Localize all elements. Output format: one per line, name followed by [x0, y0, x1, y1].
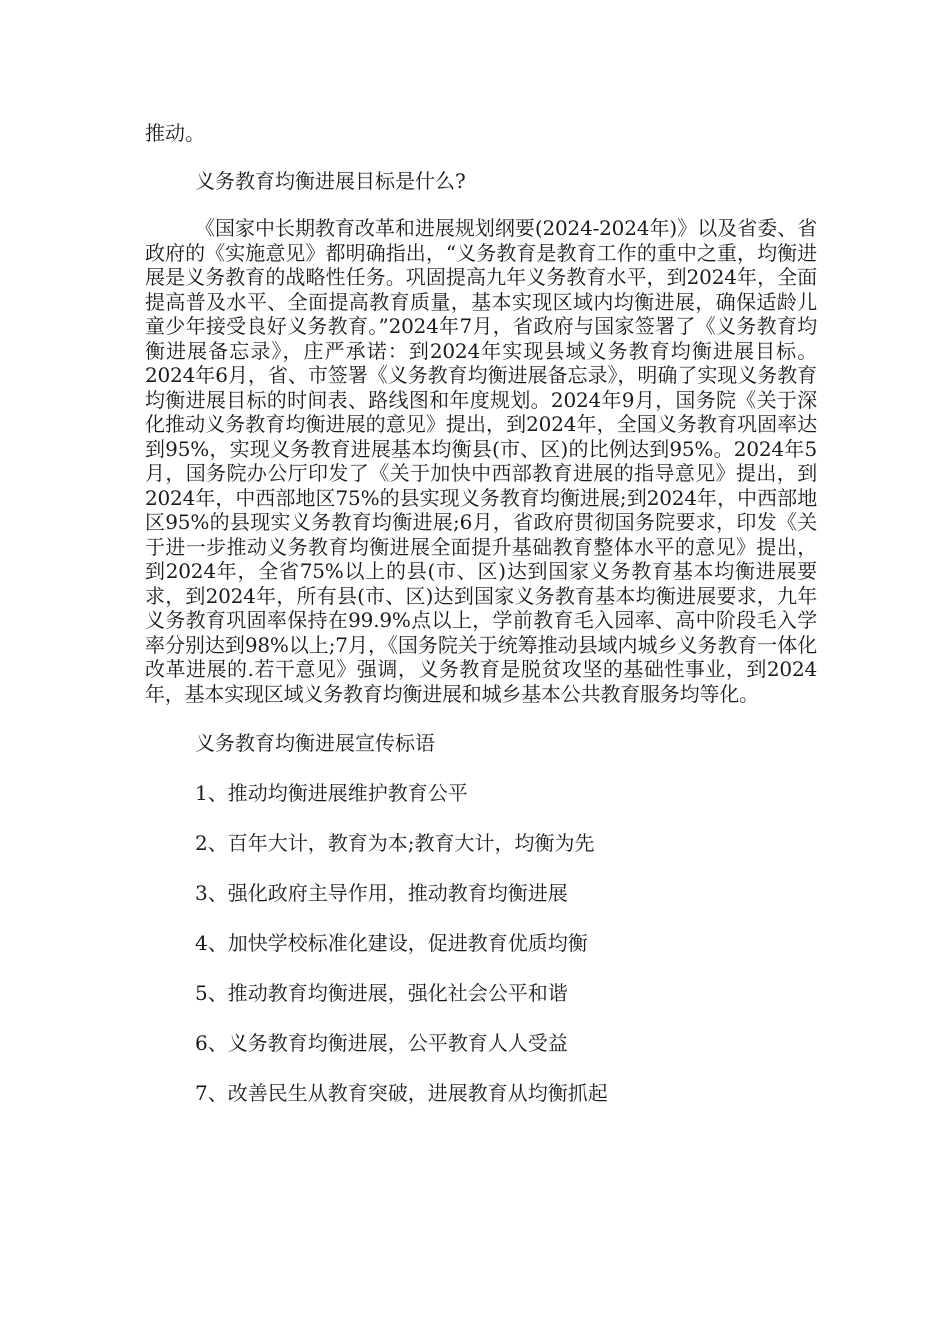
- slogan-item: 7、改善民生从教育突破，进展教育从均衡抓起: [195, 1081, 608, 1105]
- slogan-item: 2、百年大计，教育为本;教育大计，均衡为先: [195, 831, 595, 855]
- slogan-item: 3、强化政府主导作用，推动教育均衡进展: [195, 881, 568, 905]
- slogan-heading: 义务教育均衡进展宣传标语: [195, 731, 435, 755]
- slogan-item: 5、推动教育均衡进展，强化社会公平和谐: [195, 981, 568, 1005]
- slogan-item: 1、推动均衡进展维护教育公平: [195, 781, 468, 805]
- lead-text: 推动。: [145, 121, 205, 145]
- slogan-item: 6、义务教育均衡进展，公平教育人人受益: [195, 1031, 568, 1055]
- slogan-list: [145, 778, 817, 1108]
- section-heading: 义务教育均衡进展目标是什么?: [195, 169, 466, 193]
- body-paragraph: 《国家中长期教育改革和进展规划纲要(2024-2024年)》以及省委、省政府的《实施意见》都明确指出，“义务教育是教育工作的重中之重，均衡进展是义务教育的战略性任务。巩固提高九年义务教育水平，到2024年，全面提高普及水平、全面提高教育质量，基本实现区域内均衡进展，确保适龄儿童少年接受良好义务教育。”2024年7月，省政府与国家签署了《义务教育均衡进展备忘录》，庄严承诺：到2024年实现县域义务教育均衡进展目标。2024年6月，省、市签署《义务教育均衡进展备忘录》，明确了实现义务教育均衡进展目标的时间表、路线图和年度规划。2024年9月，国务院《关于深化推动义务教育均衡进展的意见》提出，到2024年，全国义务教育巩固率达到95%，实现义务教育进展基本均衡县(市、区)的比例达到95%。2024年5月，国务院办公厅印发了《关于加快中西部教育进展的指导意见》提出，到2024年，中西部地区75%的县实现义务教育均衡进展;到2024年，中西部地区95%的县现实义务教育均衡进展;6月，省政府贯彻国务院要求，印发《关于进一步推动义务教育均衡进展全面提升基础教育整体水平的意见》提出，到2024年，全省75%以上的县(市、区)达到国家义务教育基本均衡进展要求，到2024年，所有县(市、区)达到国家义务教育基本均衡进展要求，九年义务教育巩固率保持在99.9%点以上，学前教育毛入园率、高中阶段毛入学率分别达到98%以上;7月，《国务院关于统筹推动县域内城乡义务教育一体化改革进展的.若干意见》强调，义务教育是脱贫攻坚的基础性事业，到2024年，基本实现区域义务教育均衡进展和城乡基本公共教育服务均等化。: [145, 216, 817, 706]
- slogan-item: 4、加快学校标准化建设，促进教育优质均衡: [195, 931, 588, 955]
- document-page: [145, 118, 817, 1128]
